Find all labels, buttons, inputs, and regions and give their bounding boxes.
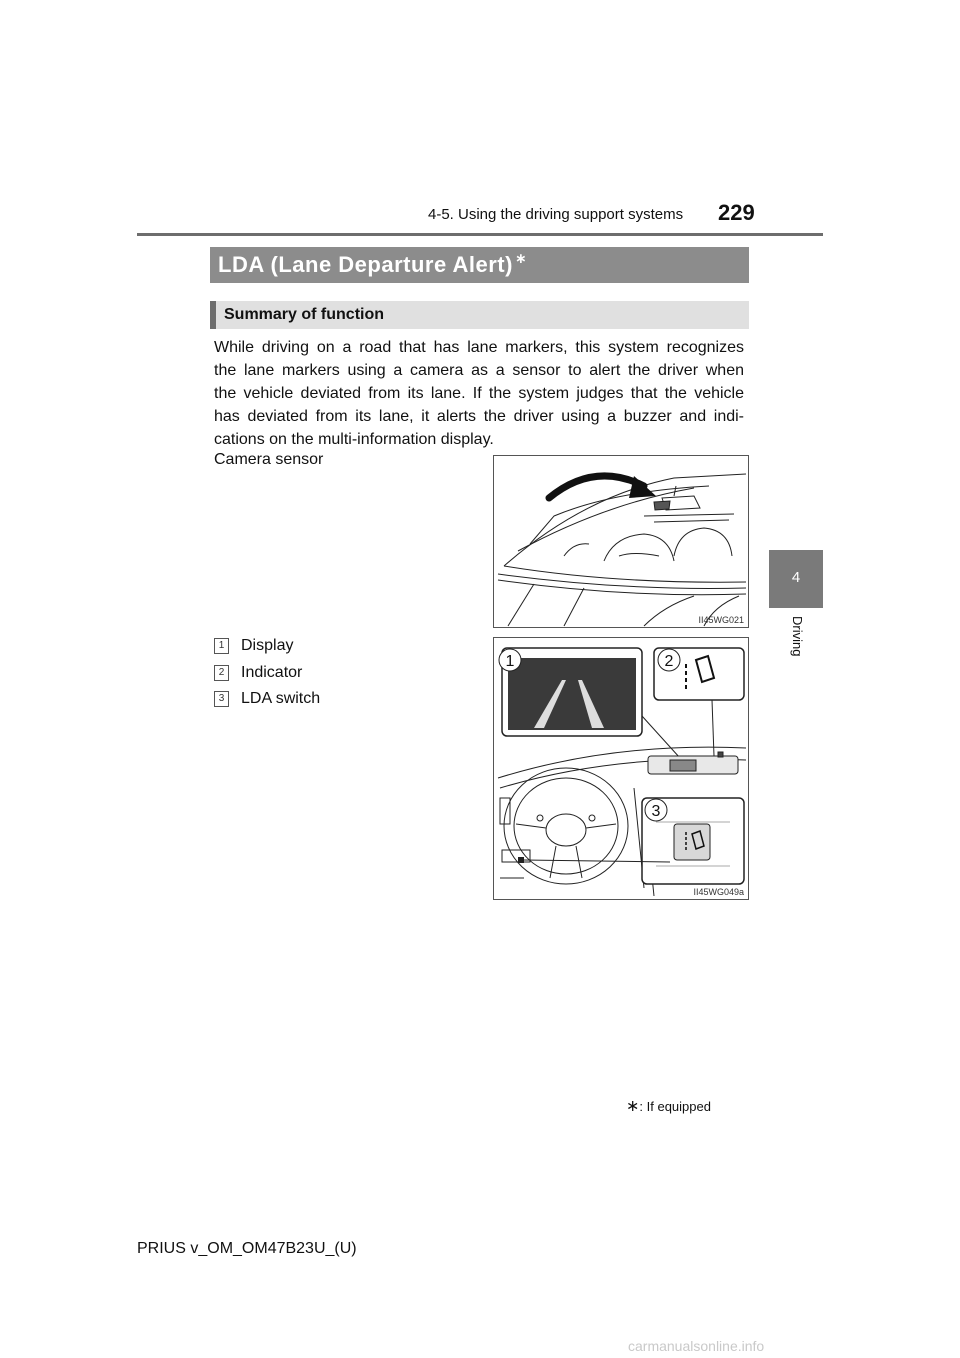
- camera-sensor-caption: Camera sensor: [214, 451, 324, 468]
- item-number: 1: [214, 638, 229, 654]
- subheading-bar: [210, 301, 749, 329]
- footnote-text: : If equipped: [639, 1099, 711, 1114]
- section-header: 4-5. Using the driving support systems: [428, 206, 684, 223]
- document-footer: PRIUS v_OM_OM47B23U_(U): [137, 1240, 357, 1257]
- body-line: cations on the multi-information display.: [214, 431, 494, 448]
- list-item: [214, 664, 302, 682]
- callout-1: 1: [505, 653, 515, 670]
- section-title-bar: [210, 247, 749, 283]
- list-item: [214, 637, 293, 655]
- subheading-accent: [210, 301, 216, 329]
- camera-icon: [654, 501, 670, 510]
- body-paragraph: [214, 336, 744, 451]
- camera-sensor-illustration: [493, 455, 749, 628]
- chapter-label: [768, 612, 824, 682]
- windshield-drawing: [494, 456, 748, 627]
- body-line: While driving on a road that has lane markers, this system recognizes: [214, 339, 744, 356]
- subheading: Summary of function: [224, 306, 385, 323]
- body-line: the lane markers using a camera as a sensor to alert the driver when: [214, 362, 744, 379]
- body-line: has deviated from its lane, it alerts the driver using a buzzer and indi-: [214, 408, 744, 425]
- if-equipped-marker: ∗: [514, 250, 528, 266]
- callout-3: 3: [651, 803, 661, 820]
- chapter-number: 4: [791, 569, 801, 586]
- item-label: Display: [241, 637, 294, 654]
- footnote-marker: ∗: [626, 1098, 640, 1115]
- figure-code: II45WG049a: [693, 887, 744, 897]
- chapter-name: Driving: [790, 616, 805, 657]
- callout-2: 2: [664, 653, 674, 670]
- watermark: carmanualsonline.info: [628, 1338, 765, 1354]
- section-title: [218, 250, 528, 278]
- footnote: [626, 1096, 711, 1116]
- figure-code: II45WG021: [698, 615, 744, 625]
- list-item: [214, 690, 320, 708]
- page-number: 229: [718, 200, 755, 225]
- dashboard-drawing: [494, 638, 748, 899]
- header-divider: [137, 233, 823, 236]
- display-screen: [508, 658, 636, 730]
- chapter-tab: [769, 550, 823, 608]
- item-number: 3: [214, 691, 229, 707]
- section-title-text: LDA (Lane Departure Alert): [218, 252, 513, 277]
- item-number: 2: [214, 665, 229, 681]
- item-label: LDA switch: [241, 690, 321, 707]
- lda-switch: [674, 824, 710, 860]
- item-label: Indicator: [241, 664, 303, 681]
- body-line: the vehicle deviated from its lane. If the system judges that the vehicle: [214, 385, 744, 402]
- lda-components-illustration: [493, 637, 749, 900]
